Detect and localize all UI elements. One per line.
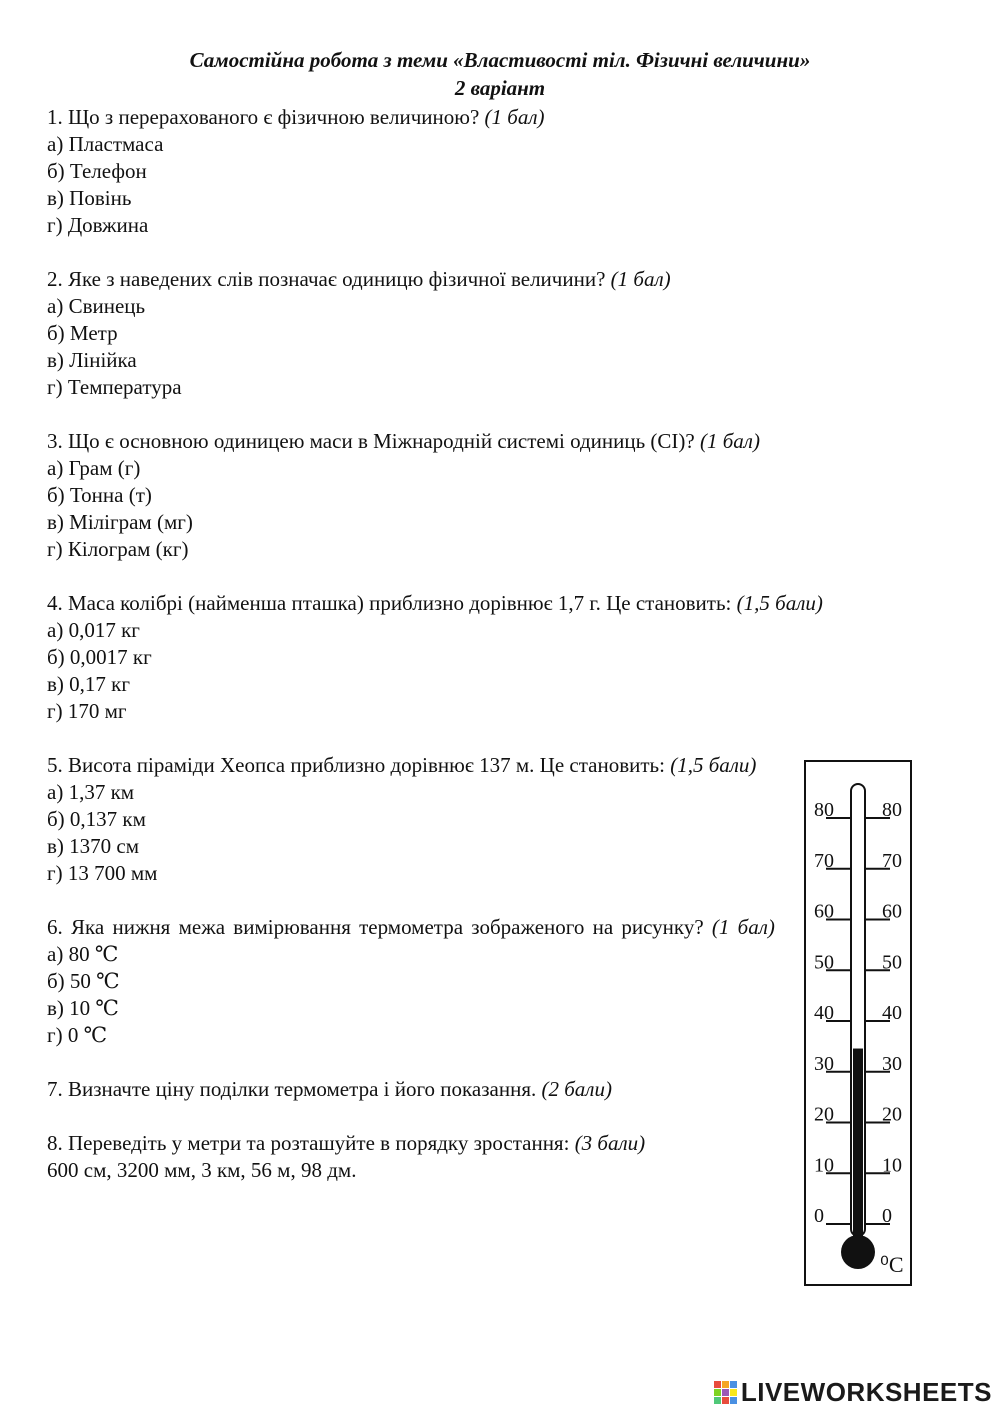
answer-option: г) Довжина: [47, 213, 149, 237]
scale-label-left: 60: [814, 900, 834, 923]
question-text: 4. Маса колібрі (найменша пташка) приблизно дорівнює 1,7 г. Це становить:: [47, 591, 732, 615]
logo-square: [730, 1397, 737, 1404]
scale-label-right: 30: [882, 1052, 902, 1075]
answer-option: а) Пластмаса: [47, 132, 164, 156]
scale-label-left: 30: [814, 1052, 834, 1075]
thermometer-bulb: [841, 1235, 875, 1269]
scale-label-left: 0: [814, 1205, 824, 1227]
scale-label-right: 50: [882, 951, 902, 974]
question-text: 5. Висота піраміди Хеопса приблизно дорівнює 137 м. Це становить:: [47, 753, 665, 777]
question-text: 3. Що є основною одиницею маси в Міжнародній системі одиниць (СІ)?: [47, 429, 695, 453]
questions-list: [47, 104, 823, 1211]
answer-option: б) Метр: [47, 321, 118, 345]
question-text: 6. Яка нижня межа вимірювання термометра зображеного на рисунку?: [47, 915, 704, 939]
question-7: [47, 1076, 782, 1103]
scale-label-left: 70: [814, 849, 834, 872]
question-points: (2 бали): [541, 1077, 612, 1101]
logo-text: LIVEWORKSHEETS: [740, 1376, 992, 1407]
question-4: [47, 590, 947, 725]
answer-option: б) 0,137 км: [47, 807, 146, 831]
question-6: [47, 914, 782, 1049]
scale-label-left: 10: [814, 1154, 834, 1177]
liveworksheets-logo: [714, 1377, 992, 1407]
answer-option: а) 0,017 кг: [47, 618, 140, 642]
logo-square: [722, 1381, 729, 1388]
logo-icon: [714, 1381, 737, 1404]
question-points: (3 бали): [574, 1131, 646, 1155]
thermometer-figure: [804, 760, 912, 1286]
question-points: (1,5 бали): [736, 591, 823, 615]
question-8: [47, 1130, 782, 1184]
logo-square: [730, 1381, 737, 1388]
answer-option: б) Телефон: [47, 159, 147, 183]
answer-option: а) 1,37 км: [47, 780, 135, 804]
answer-option: в) Лінійка: [47, 348, 137, 372]
question-points: (1 бал): [700, 429, 760, 453]
scale-label-right: 80: [882, 799, 902, 821]
values-list: 600 см, 3200 мм, 3 км, 56 м, 98 дм.: [47, 1158, 357, 1182]
question-points: (1,5 бали): [670, 753, 757, 777]
logo-square: [722, 1397, 729, 1404]
scale-label-right: 20: [882, 1103, 902, 1126]
scale-label-right: 60: [882, 900, 902, 923]
answer-option: б) 0,0017 кг: [47, 645, 152, 669]
answer-option: г) Кілограм (кг): [47, 537, 189, 561]
answer-option: г) 0 ℃: [47, 1023, 108, 1047]
question-1: [47, 104, 782, 239]
scale-label-left: 80: [814, 799, 834, 821]
answer-option: г) Температура: [47, 375, 182, 399]
logo-square: [714, 1397, 721, 1404]
answer-option: г) 13 700 мм: [47, 861, 158, 885]
answer-option: б) Тонна (т): [47, 483, 152, 507]
question-text: 1. Що з перерахованого є фізичною величиною?: [47, 105, 480, 129]
question-points: (1 бал): [610, 267, 671, 291]
answer-option: г) 170 мг: [47, 699, 127, 723]
scale-label-right: 70: [882, 849, 902, 872]
scale-label-right: 0: [882, 1205, 892, 1227]
question-3: [47, 428, 782, 563]
question-points: (1 бал): [711, 915, 775, 939]
answer-option: в) 10 ℃: [47, 996, 119, 1020]
answer-option: а) Свинець: [47, 294, 146, 318]
logo-square: [714, 1389, 721, 1396]
logo-square: [722, 1389, 729, 1396]
answer-option: в) 1370 см: [47, 834, 140, 858]
answer-option: б) 50 ℃: [47, 969, 120, 993]
worksheet-title: Самостійна робота з теми «Властивості тіл. Фізичні величини»: [189, 48, 811, 72]
answer-option: в) Повінь: [47, 186, 132, 210]
answer-option: в) Міліграм (мг): [47, 510, 193, 534]
question-text: 7. Визначте ціну поділки термометра і його показання.: [47, 1077, 537, 1101]
question-5: [47, 752, 782, 887]
scale-label-left: 50: [814, 951, 834, 974]
scale-label-left: 20: [814, 1103, 834, 1126]
thermometer-drawing: [806, 762, 910, 1284]
thermometer-mercury: [853, 1049, 863, 1244]
question-2: [47, 266, 782, 401]
scale-label-right: 40: [882, 1002, 902, 1024]
question-text: 2. Яке з наведених слів позначає одиницю фізичної величини?: [47, 267, 606, 291]
unit-label: ⁰С: [880, 1252, 904, 1277]
answer-option: в) 0,17 кг: [47, 672, 130, 696]
question-text: 8. Переведіть у метри та розташуйте в порядку зростання:: [47, 1131, 570, 1155]
variant-label: 2 варіант: [454, 76, 546, 100]
logo-square: [730, 1389, 737, 1396]
logo-square: [714, 1381, 721, 1388]
scale-label-left: 40: [814, 1002, 834, 1024]
question-points: (1 бал): [484, 105, 545, 129]
scale-label-right: 10: [882, 1154, 902, 1177]
answer-option: а) 80 ℃: [47, 942, 119, 966]
answer-option: а) Грам (г): [47, 456, 141, 480]
